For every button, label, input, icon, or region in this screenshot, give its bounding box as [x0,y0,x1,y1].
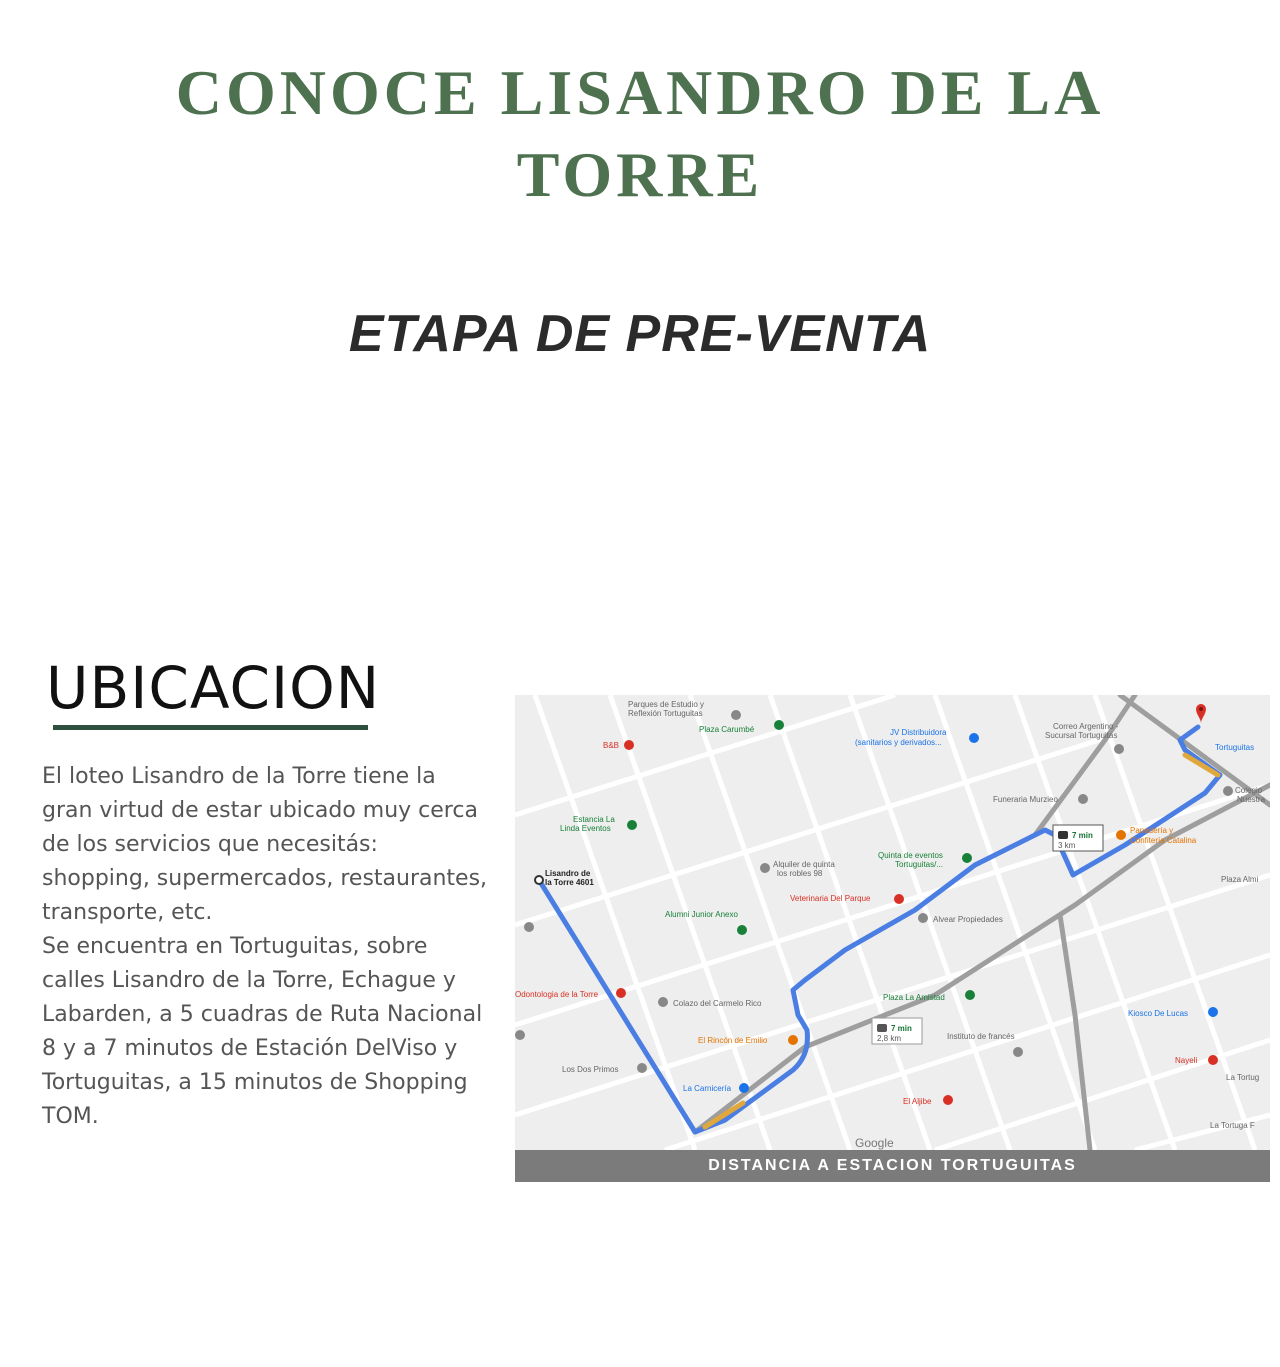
svg-text:B&B: B&B [603,741,620,750]
location-heading-underline [53,725,368,730]
page-title-line-1: CONOCE LISANDRO DE LA [175,57,1105,128]
route-time-1: 7 min [1072,831,1093,840]
svg-text:Sucursal Tortuguitas: Sucursal Tortuguitas [1045,731,1118,740]
route-map[interactable] [515,695,1270,1182]
svg-text:(sanitarios y derivados...: (sanitarios y derivados... [855,738,942,747]
route-map-image [515,695,1270,1182]
svg-text:Kiosco De Lucas: Kiosco De Lucas [1128,1009,1189,1018]
svg-text:Alumni Junior Anexo: Alumni Junior Anexo [665,910,738,919]
svg-text:Confitería Catalina: Confitería Catalina [1130,836,1197,845]
svg-text:Veterinaria Del Parque: Veterinaria Del Parque [790,894,871,903]
page-title-line-2: TORRE [516,139,764,210]
svg-text:Odontologia de la Torre: Odontologia de la Torre [515,990,599,999]
location-heading: UBICACION [46,654,381,722]
svg-text:Panadería y: Panadería y [1130,826,1174,835]
svg-text:Google: Google [855,1136,894,1150]
svg-text:La Carnicería: La Carnicería [683,1084,732,1093]
route-dist-1: 3 km [1058,841,1076,850]
location-paragraph-2: Se encuentra en Tortuguitas, sobre calles Lisandro de la Torre, Echague y Labarden, a 5 cuadras de Ruta Nacional 8 y a 7 minutos de Estación DelViso y Tortuguitas, a 15 minutos de Shopping TOM. [42,934,483,1129]
svg-text:La Tortuga F: La Tortuga F [1210,1121,1255,1130]
svg-text:Correo Argentino -: Correo Argentino - [1053,722,1119,731]
svg-text:Plaza Carumbé: Plaza Carumbé [699,725,755,734]
presale-subtitle: ETAPA DE PRE-VENTA [348,305,932,363]
svg-text:Reflexión Tortuguitas: Reflexión Tortuguitas [628,709,703,718]
svg-text:Nayeli: Nayeli [1175,1056,1198,1065]
svg-text:Alquiler de quinta: Alquiler de quinta [773,860,835,869]
svg-text:El Aljibe: El Aljibe [903,1097,932,1106]
svg-text:Los Dos Primos: Los Dos Primos [562,1065,619,1074]
svg-text:Tortuguitas/...: Tortuguitas/... [895,860,944,869]
svg-text:Estancia La: Estancia La [573,815,615,824]
page-title [0,52,1280,216]
svg-text:Colazo del Carmelo Rico: Colazo del Carmelo Rico [673,999,762,1008]
svg-text:El Rincón de Emilio: El Rincón de Emilio [698,1036,768,1045]
svg-text:Quinta de eventos: Quinta de eventos [878,851,943,860]
origin-label-line-1: Lisandro de [545,869,591,878]
map-caption: DISTANCIA A ESTACION TORTUGUITAS [515,1150,1270,1182]
location-paragraph-1: El loteo Lisandro de la Torre tiene la gran virtud de estar ubicado muy cerca de los servicios que necesitás: shopping, supermercados, restaurantes, transporte, etc. [42,764,488,925]
svg-text:Plaza Almi: Plaza Almi [1221,875,1259,884]
svg-text:Tortuguitas: Tortuguitas [1215,743,1255,752]
origin-label-line-2: la Torre 4601 [545,878,594,887]
location-description [42,760,492,1134]
svg-text:Alvear Propiedades: Alvear Propiedades [933,915,1003,924]
svg-text:Instituto de francés: Instituto de francés [947,1032,1015,1041]
svg-text:Colegio: Colegio [1235,786,1263,795]
svg-text:La Tortug: La Tortug [1226,1073,1260,1082]
svg-text:Linda Eventos: Linda Eventos [560,824,611,833]
svg-text:Nuestra: Nuestra [1237,795,1266,804]
route-time-box-1 [1053,825,1103,851]
route-dist-2: 2,8 km [877,1034,902,1043]
svg-text:los robles 98: los robles 98 [777,869,823,878]
route-time-2: 7 min [891,1024,912,1033]
svg-text:JV Distribuidora: JV Distribuidora [890,728,947,737]
svg-text:Plaza La Amistad: Plaza La Amistad [883,993,945,1002]
route-time-box-2 [872,1018,922,1044]
svg-text:Parques de Estudio y: Parques de Estudio y [628,700,705,709]
svg-text:Funeraria Murzieo: Funeraria Murzieo [993,795,1058,804]
